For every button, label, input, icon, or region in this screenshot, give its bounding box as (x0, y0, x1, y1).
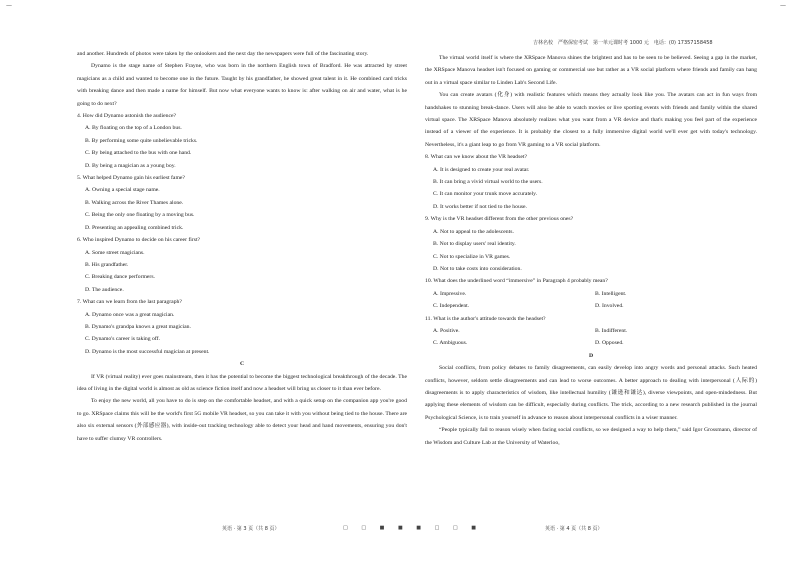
paragraph: You can create avatars (化身) with realistic features which means they actually look like you. The avatars can act in fun ways from handshakes to stunning break-dance. Users will also be able to watch movies or live sporting events with friends and family within the shared virtual space. The XRSpace Manova absolutely realizes what you want from a VR device and that's making you feel part of the experience instead of a viewer of the experience. It is probably the closest to a fully immersive digital world we'll ever get with today's technology. Nevertheless, it's a giant leap to go from VR gaming to a VR social platform. (425, 92, 757, 148)
options-grid (433, 288, 757, 313)
option: D. The audience. (85, 286, 124, 293)
option: D. Not to take costs into consideration. (433, 265, 522, 272)
option: B. It can bring a vivid virtual world to the users. (433, 179, 543, 186)
option: A. Owning a special stage name. (85, 187, 160, 194)
option: C. By being attached to the bus with one hand. (85, 150, 192, 157)
option: D. It works better if not tied to the house. (433, 203, 527, 210)
paragraph: “People typically fail to reason wisely when facing social conflicts, so we designed a way to help them,” said Igor Grossmann, director of the Wisdom and Culture Lab at the University of Waterloo, (425, 427, 757, 446)
option: C. Dynamo's career is taking off. (85, 336, 160, 343)
option: D. Involved. (595, 303, 624, 310)
option: A. It is designed to create your real avatar. (433, 166, 530, 173)
option: A. Impressive. (433, 290, 467, 297)
option: C. Independent. (433, 303, 470, 310)
option: A. Dynamo once was a great magician. (85, 311, 175, 318)
page-header-right: 吉林名校 严格保密考试 第一单元课时考 1000 元 电话：(0) 17357158458 (533, 40, 713, 46)
question-7: 7. What can we learn from the last paragraph? (77, 299, 182, 306)
option: A. By floating on the top of a London bus. (85, 125, 182, 132)
option: D. By being a magician as a young boy. (85, 162, 176, 169)
option: D. Opposed. (595, 340, 624, 347)
question-5: 5. What helped Dynamo gain his earliest fame? (77, 175, 185, 182)
option: D. Presenting an appealing combined trick. (85, 224, 184, 231)
option: B. Dynamo's grandpa knows a great magician. (85, 323, 191, 330)
page-footer-right: 英语 · 第 4 页（共 8 页） (545, 526, 603, 532)
option: B. His grandfather. (85, 261, 129, 268)
corner-mark-left: — (6, 2, 12, 9)
right-column (425, 52, 757, 449)
page-footer-left: 英语 · 第 3 页（共 8 页） (222, 526, 280, 532)
corner-mark-right: — (780, 2, 786, 9)
question-9: 9. Why is the VR headset different from the other previous ones? (425, 216, 574, 223)
option: D. Dynamo is the most successful magician at present. (85, 348, 210, 355)
paragraph: If VR (virtual reality) ever goes mainstream, then it has the potential to become the biggest technological breakthrough of the decade. The idea of living in the digital world is almost as old as science fiction itself and now a headset will bring us closer to it than ever before. (77, 373, 407, 392)
footer-marks: □ □ ■ ■ ■ □ □ ■ (343, 525, 482, 531)
question-6: 6. Who inspired Dynamo to decide on his career first? (77, 237, 201, 244)
option: B. By performing some quite unbelievable tricks. (85, 137, 198, 144)
section-heading: D (588, 352, 594, 359)
question-10: 10. What does the underlined word “immersive” in Paragraph 4 probably mean? (425, 278, 608, 285)
option: C. It can monitor your trunk move accurately. (433, 191, 538, 198)
option: B. Not to display users' real identity. (433, 241, 516, 248)
left-column (77, 48, 407, 445)
option: C. Ambiguous. (433, 340, 468, 347)
paragraph: Social conflicts, from policy debates to family disagreements, can easily develop into angry words and personal attacks. Such heated conflicts, however, seldom settle disagreements and can lead to worse outcomes. A better approach to dealing with interpersonal (人际的) disagreements is to apply characteristics of wisdom, like intellectual humility (谦逊和谦达), diverse viewpoints, and open-mindedness. But applying these elements of wisdom can be difficult, especially during conflicts. The trick, according to a new research published in the journal Psychological Science, is to train yourself in advance to reason about interpersonal conflicts in a wiser manner. (425, 365, 757, 421)
options-grid (433, 325, 757, 350)
option: C. Not to specialize in VR games. (433, 253, 511, 260)
option: B. Indifferent. (595, 327, 628, 334)
paragraph: Dynamo is the stage name of Stephen Frayne, who was born in the northern English town of Bradford. He was attracted by street magicians as a child and wanted to become one in the future. Taught by his grandfather, he showed great talent in it. He combined card tricks with breaking dance and then made a name for himself. But now what everyone wants to know is: after walking on air and water, what is he going to do next? (77, 63, 407, 107)
option: A. Positive. (433, 327, 460, 334)
option: C. Being the only one floating by a moving bus. (85, 212, 195, 219)
section-heading: C (239, 361, 245, 368)
question-11: 11. What is the author's attitude towards the headset? (425, 315, 546, 322)
question-8: 8. What can we know about the VR headset? (425, 154, 527, 161)
option: A. Some street magicians. (85, 249, 145, 256)
option: A. Not to appeal to the adolescents. (433, 228, 514, 235)
option: B. Walking across the River Thames alone. (85, 199, 184, 206)
paragraph: The virtual world itself is where the XRSpace Manova shines the brightest and has to be seen to be believed. Seeing a gap in the market, the XRSpace Manova headset isn't focused on gaming or commercial use but rather as a VR social platform where friends and family can hang out in a virtual space similar to Linden Lab's Second Life. (425, 55, 757, 86)
question-4: 4. How did Dynamo astonish the audience? (77, 113, 177, 120)
option: B. Intelligent. (595, 290, 627, 297)
paragraph: and another. Hundreds of photos were taken by the onlookers and the next day the newspapers were full of the fascinating story. (77, 51, 369, 57)
paragraph: To enjoy the new world, all you have to do is step on the comfortable headset, and with a quick setup on the companion app you're good to go. XRSpace claims this will be the world's first 5G mobile VR headset, so you can take it with you without being tied to the house. There are also six external sensors (外部感应器), with inside-out tracking technology able to detect your head and hand movements, ensuring you don't have to suffer clumsy VR controllers. (77, 398, 407, 442)
option: C. Breaking dance performers. (85, 274, 155, 281)
